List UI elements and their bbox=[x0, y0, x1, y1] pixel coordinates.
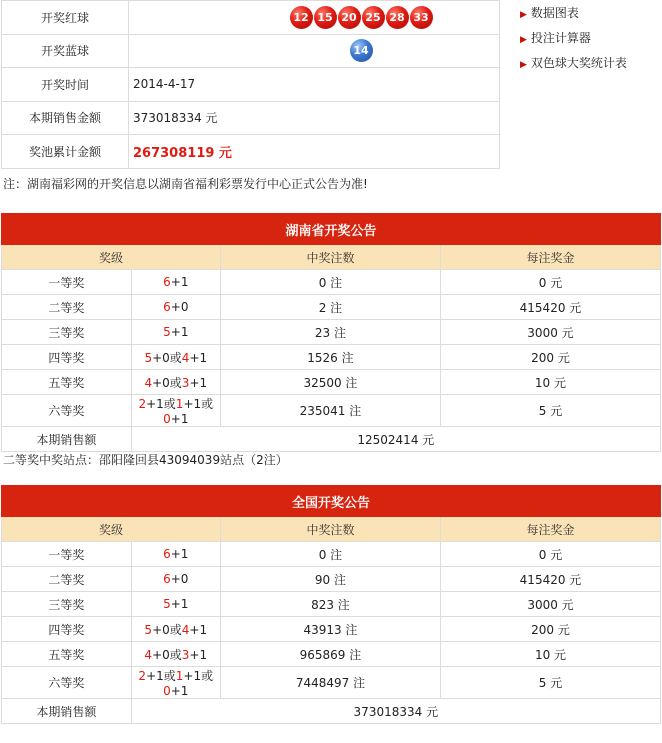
rule-part: +1 bbox=[189, 350, 208, 365]
rule-part: +0或 bbox=[152, 647, 182, 662]
prize-amount: 3000 元 bbox=[440, 320, 660, 345]
rule-part: +0或 bbox=[152, 350, 182, 365]
draw-date-label: 开奖时间 bbox=[2, 68, 129, 102]
sales-amount: 12502414 元 bbox=[131, 427, 660, 452]
rule-part: +1或 bbox=[146, 397, 176, 411]
prize-grade: 三等奖 bbox=[2, 320, 132, 345]
prize-grade: 三等奖 bbox=[2, 592, 132, 617]
winner-count: 43913 注 bbox=[220, 617, 440, 642]
pool-amount: 267308119 元 bbox=[133, 145, 232, 161]
rule-part: +1 bbox=[170, 684, 189, 698]
rule-part: 4 bbox=[181, 622, 190, 637]
winner-count: 2 注 bbox=[220, 295, 440, 320]
rule-part: +1 bbox=[189, 622, 208, 637]
winner-count: 235041 注 bbox=[220, 395, 440, 427]
rule-part: 3 bbox=[181, 375, 190, 390]
side-links bbox=[520, 5, 627, 80]
prize-grade: 六等奖 bbox=[2, 395, 132, 427]
winner-count: 823 注 bbox=[220, 592, 440, 617]
sales-amount: 373018334 元 bbox=[131, 699, 660, 724]
prize-grade: 一等奖 bbox=[2, 542, 132, 567]
red-balls bbox=[133, 6, 499, 29]
rule-part: +0或 bbox=[152, 375, 182, 390]
rule-part: +1 bbox=[189, 375, 208, 390]
header-amount: 每注奖金 bbox=[440, 245, 660, 270]
table-row bbox=[2, 542, 661, 567]
rule-part: 6 bbox=[163, 572, 171, 586]
prize-rule bbox=[131, 295, 220, 320]
disclaimer-note: 注：湖南福彩网的开奖信息以湖南省福利彩票发行中心正式公告为准! bbox=[3, 177, 368, 191]
table-row bbox=[2, 667, 661, 699]
prize-amount: 415420 元 bbox=[440, 567, 660, 592]
winner-count: 965869 注 bbox=[220, 642, 440, 667]
winner-count: 7448497 注 bbox=[220, 667, 440, 699]
header-count: 中奖注数 bbox=[220, 245, 440, 270]
prize-rule bbox=[131, 617, 220, 642]
prize-grade: 二等奖 bbox=[2, 295, 132, 320]
prize-grade: 一等奖 bbox=[2, 270, 132, 295]
rule-part: 5 bbox=[163, 325, 171, 339]
prize-amount: 5 元 bbox=[440, 395, 660, 427]
rule-part: 5 bbox=[144, 622, 153, 637]
winner-station-note: 二等奖中奖站点：邵阳隆回县43094039站点（2注） bbox=[3, 453, 288, 467]
table-row bbox=[2, 592, 661, 617]
rule-part: 5 bbox=[163, 597, 171, 611]
prize-amount: 5 元 bbox=[440, 667, 660, 699]
prize-rule bbox=[131, 542, 220, 567]
red-ball: 33 bbox=[410, 6, 433, 29]
winner-count: 23 注 bbox=[220, 320, 440, 345]
prize-amount: 200 元 bbox=[440, 617, 660, 642]
national-prize-table bbox=[1, 485, 661, 724]
prize-rule bbox=[131, 320, 220, 345]
rule-part: 6 bbox=[163, 300, 171, 314]
rule-part: 0 bbox=[163, 684, 171, 698]
blue-ball-label: 开奖蓝球 bbox=[2, 34, 129, 68]
rule-part: 4 bbox=[144, 647, 153, 662]
prize-rule bbox=[131, 642, 220, 667]
prize-grade: 五等奖 bbox=[2, 642, 132, 667]
prize-amount: 0 元 bbox=[440, 542, 660, 567]
arrow-right-icon: ▶ bbox=[520, 35, 527, 45]
hunan-prize-table bbox=[1, 213, 661, 452]
rule-part: +1 bbox=[189, 647, 208, 662]
winner-count: 90 注 bbox=[220, 567, 440, 592]
table-row bbox=[2, 395, 661, 427]
table-row bbox=[2, 345, 661, 370]
rule-part: 4 bbox=[144, 375, 153, 390]
prize-amount: 0 元 bbox=[440, 270, 660, 295]
rule-part: 4 bbox=[181, 350, 190, 365]
prize-grade: 五等奖 bbox=[2, 370, 132, 395]
draw-info-table bbox=[1, 0, 500, 169]
red-balls-label: 开奖红球 bbox=[2, 1, 129, 35]
draw-date: 2014-4-17 bbox=[129, 68, 500, 102]
header-count: 中奖注数 bbox=[220, 517, 440, 542]
prize-grade: 四等奖 bbox=[2, 617, 132, 642]
prize-rule bbox=[131, 395, 220, 427]
prize-rule bbox=[131, 567, 220, 592]
red-ball: 25 bbox=[362, 6, 385, 29]
table-row bbox=[2, 567, 661, 592]
table-row bbox=[2, 370, 661, 395]
sales-amount: 373018334 元 bbox=[129, 101, 500, 135]
rule-part: +0或 bbox=[152, 622, 182, 637]
red-ball: 15 bbox=[314, 6, 337, 29]
rule-part: 3 bbox=[181, 647, 190, 662]
rule-part: +1或 bbox=[183, 397, 214, 411]
rule-part: 6 bbox=[163, 547, 171, 561]
table-row bbox=[2, 617, 661, 642]
rule-part: 1 bbox=[175, 669, 184, 683]
arrow-right-icon: ▶ bbox=[520, 10, 527, 20]
rule-part: +0 bbox=[170, 572, 189, 586]
winner-count: 1526 注 bbox=[220, 345, 440, 370]
red-ball: 20 bbox=[338, 6, 361, 29]
winner-count: 32500 注 bbox=[220, 370, 440, 395]
link-bet-calculator[interactable]: ▶ 投注计算器 bbox=[520, 31, 591, 45]
prize-rule bbox=[131, 667, 220, 699]
header-amount: 每注奖金 bbox=[440, 517, 660, 542]
prize-rule bbox=[131, 592, 220, 617]
winner-count: 0 注 bbox=[220, 542, 440, 567]
prize-grade: 二等奖 bbox=[2, 567, 132, 592]
rule-part: 6 bbox=[163, 275, 171, 289]
table-row bbox=[2, 642, 661, 667]
prize-amount: 3000 元 bbox=[440, 592, 660, 617]
rule-part: +1或 bbox=[183, 669, 214, 683]
pool-label: 奖池累计金额 bbox=[2, 135, 129, 169]
prize-grade: 六等奖 bbox=[2, 667, 132, 699]
header-grade: 奖级 bbox=[2, 517, 221, 542]
winner-count: 0 注 bbox=[220, 270, 440, 295]
sales-label: 本期销售额 bbox=[2, 699, 132, 724]
prize-amount: 415420 元 bbox=[440, 295, 660, 320]
rule-part: 0 bbox=[163, 412, 171, 426]
prize-amount: 10 元 bbox=[440, 642, 660, 667]
link-data-charts[interactable]: ▶ 数据图表 bbox=[520, 6, 579, 20]
link-jackpot-stats[interactable]: ▶ 双色球大奖统计表 bbox=[520, 56, 627, 70]
national-table-title: 全国开奖公告 bbox=[2, 486, 661, 517]
rule-part: +1 bbox=[170, 412, 189, 426]
rule-part: +1或 bbox=[146, 669, 176, 683]
prize-rule bbox=[131, 345, 220, 370]
rule-part: 2 bbox=[138, 397, 147, 411]
sales-label: 本期销售金额 bbox=[2, 101, 129, 135]
prize-amount: 10 元 bbox=[440, 370, 660, 395]
rule-part: +1 bbox=[170, 275, 189, 289]
rule-part: +1 bbox=[170, 547, 189, 561]
red-ball: 12 bbox=[290, 6, 313, 29]
rule-part: +0 bbox=[170, 300, 189, 314]
sales-label: 本期销售额 bbox=[2, 427, 132, 452]
rule-part: +1 bbox=[170, 597, 189, 611]
red-ball: 28 bbox=[386, 6, 409, 29]
hunan-table-title: 湖南省开奖公告 bbox=[2, 214, 661, 245]
arrow-right-icon: ▶ bbox=[520, 60, 527, 70]
blue-ball: 14 bbox=[350, 39, 373, 62]
prize-amount: 200 元 bbox=[440, 345, 660, 370]
rule-part: 2 bbox=[138, 669, 147, 683]
prize-rule bbox=[131, 270, 220, 295]
prize-rule bbox=[131, 370, 220, 395]
table-row bbox=[2, 295, 661, 320]
rule-part: 5 bbox=[144, 350, 153, 365]
prize-grade: 四等奖 bbox=[2, 345, 132, 370]
rule-part: 1 bbox=[175, 397, 184, 411]
table-row bbox=[2, 270, 661, 295]
table-row bbox=[2, 320, 661, 345]
header-grade: 奖级 bbox=[2, 245, 221, 270]
rule-part: +1 bbox=[170, 325, 189, 339]
